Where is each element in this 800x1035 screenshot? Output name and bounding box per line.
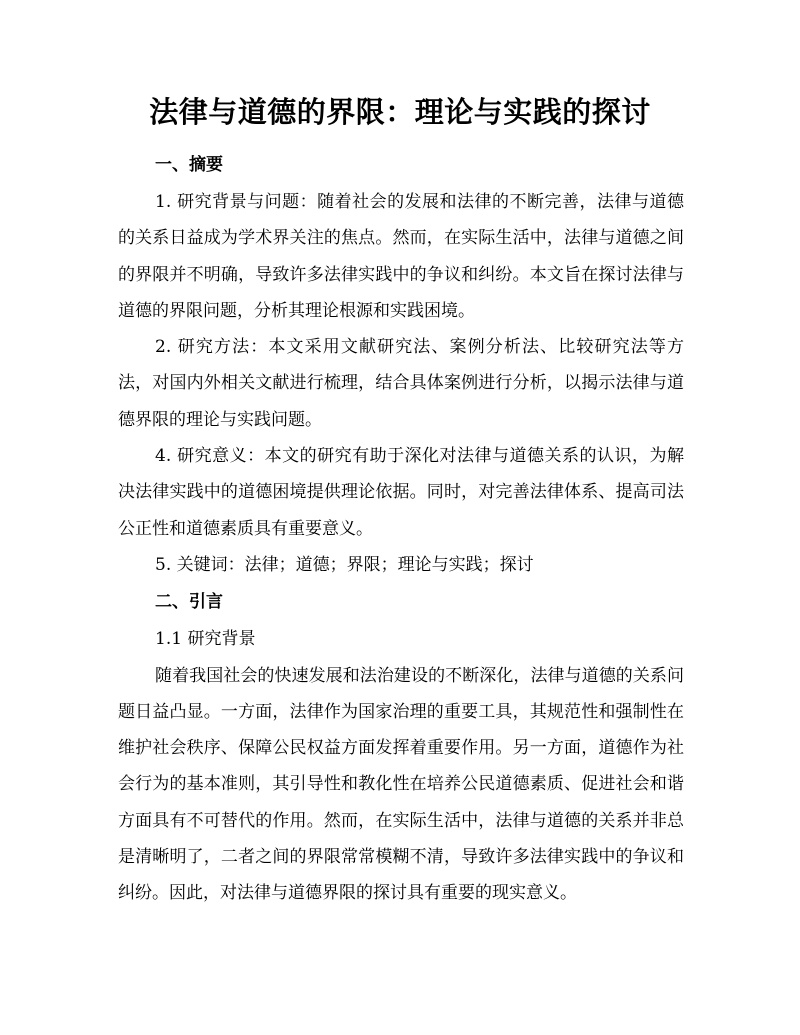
introduction-paragraph: 随着我国社会的快速发展和法治建设的不断深化，法律与道德的关系问题日益凸显。一方面，法律作为国家治理的重要工具，其规范性和强制性在维护社会秩序、保障公民权益方面发挥着重要作用。另一方面，道德作为社会行为的基本准则，其引导性和教化性在培养公民道德素质、促进社会和谐方面具有不可替代的作用。然而，在实际生活中，法律与道德的关系并非总是清晰明了，二者之间的界限常常模糊不清，导致许多法律实践中的争议和纠纷。因此，对法律与道德界限的探讨具有重要的现实意义。	[118, 665, 684, 904]
subsection-heading-background: 1.1 研究背景	[155, 629, 256, 650]
section-heading-introduction: 二、引言	[155, 592, 223, 613]
abstract-item-significance: 4. 研究意义：本文的研究有助于深化对法律与道德关系的认识，为解决法律实践中的道德困境提供理论依据。同时，对完善法律体系、提高司法公正性和道德素质具有重要意义。	[118, 446, 684, 539]
abstract-item-methods: 2. 研究方法：本文采用文献研究法、案例分析法、比较研究法等方法，对国内外相关文献进行梳理，结合具体案例进行分析，以揭示法律与道德界限的理论与实践问题。	[118, 337, 684, 430]
document-body	[118, 146, 684, 912]
section-heading-abstract: 一、摘要	[155, 155, 223, 175]
abstract-item-background: 1. 研究背景与问题：随着社会的发展和法律的不断完善，法律与道德的关系日益成为学术界关注的焦点。然而，在实际生活中，法律与道德之间的界限并不明确，导致许多法律实践中的争议和纠纷。本文旨在探讨法律与道德的界限问题，分析其理论根源和实践困境。	[118, 192, 684, 321]
document-title: 法律与道德的界限：理论与实践的探讨	[149, 95, 651, 129]
abstract-item-keywords: 5. 关键词：法律；道德；界限；理论与实践；探讨	[155, 554, 534, 575]
